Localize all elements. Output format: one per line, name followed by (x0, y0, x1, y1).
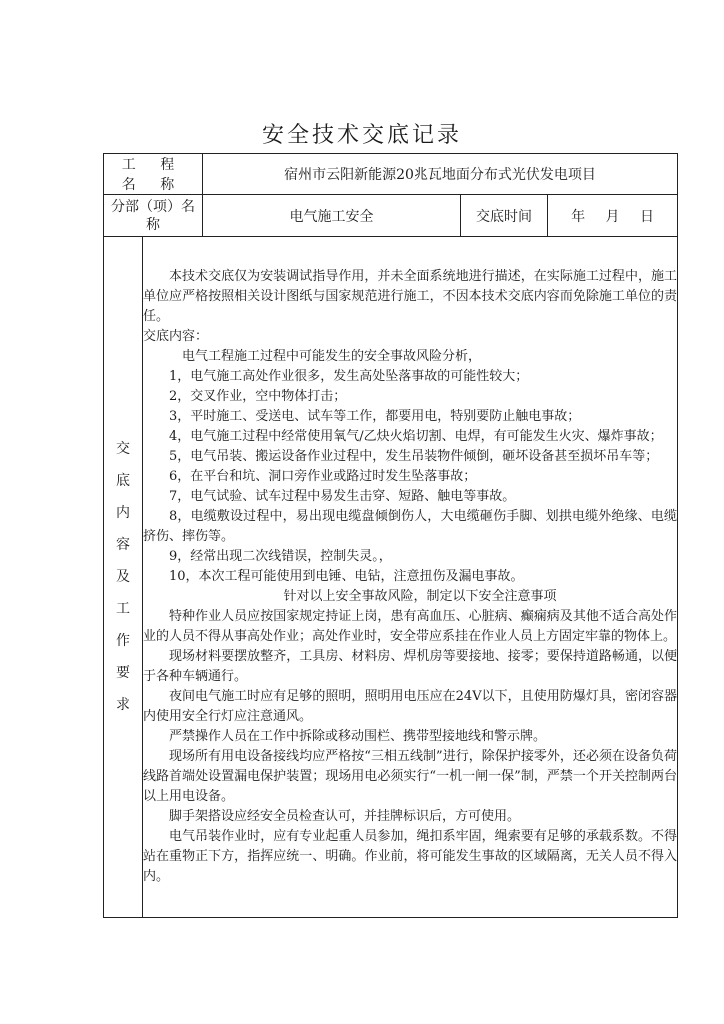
dept-label: 分部（项）名称 (111, 198, 195, 233)
side-label-char: 容 (116, 537, 130, 553)
risk-analysis-heading: 电气工程施工过程中可能发生的安全事故风险分析， (182, 349, 482, 364)
risk-item: 1，电气施工高处作业很多，发生高处坠落事故的可能性较大； (169, 369, 529, 384)
dept-value: 电气施工安全 (203, 195, 461, 237)
project-name-label: 工 程 名 称 (121, 157, 185, 193)
precaution-item: 特种作业人员应按国家规定持证上岗，患有高血压、心脏病、癫痫病及其他不适合高处作业的人员不得从事高处作业；高处作业时，安全带应系挂在作业人员上方固定牢靠的物体上。 (143, 609, 678, 644)
time-value: 年 月 日 (548, 195, 678, 237)
project-name-value: 宿州市云阳新能源20兆瓦地面分布式光伏发电项目 (203, 154, 678, 195)
risk-item: 7，电气试验、试车过程中易发生击穿、短路、触电等事故。 (169, 489, 516, 504)
risk-item: 2，交叉作业，空中物体打击； (169, 389, 347, 404)
content-row (104, 237, 678, 918)
side-label-char: 内 (116, 505, 130, 521)
precaution-item: 脚手架搭设应经安全员检查认可，并挂牌标识后，方可使用。 (169, 809, 521, 824)
dept-row (104, 195, 678, 237)
precaution-item: 夜间电气施工时应有足够的照明，照明用电压应在24V以下，且使用防爆灯具，密闭容器内使用安全行灯应注意通风。 (143, 689, 678, 724)
intro-paragraph: 本技术交底仅为安装调试指导作用，并未全面系统地进行描述，在实际施工过程中，施工单位应严格按照相关设计图纸与国家规范进行施工，不因本技术交底内容而免除施工单位的责任。 (143, 269, 678, 324)
side-label-char: 要 (116, 665, 130, 681)
content-text (143, 267, 677, 887)
side-label-char: 交 (116, 441, 130, 457)
risk-item: 3，平时施工、受送电、试车等工作，都要用电，特别要防止触电事故； (169, 409, 581, 424)
project-name-row (104, 154, 678, 195)
risk-item: 10，本次工程可能使用到电锤、电钻，注意扭伤及漏电事故。 (169, 569, 524, 584)
safety-briefing-table (103, 153, 678, 918)
precaution-item: 现场材料要摆放整齐，工具房、材料房、焊机房等要接地、接零；要保持道路畅通，以便于各种车辆通行。 (143, 649, 678, 684)
dept-label-cell (104, 195, 203, 237)
content-body (143, 237, 678, 918)
risk-item: 6，在平台和坑、洞口旁作业或路过时发生坠落事故； (169, 469, 477, 484)
document-title: 安全技术交底记录 (261, 123, 462, 148)
time-label: 交底时间 (461, 195, 548, 237)
project-name-label-cell (104, 154, 203, 195)
side-label-char: 求 (116, 697, 130, 713)
risk-item: 9，经常出现二次线错误，控制失灵。， (169, 549, 392, 564)
risk-item: 4，电气施工过程中经常使用氧气/乙炔火焰切割、电焊，有可能发生火灾、爆炸事故； (169, 429, 663, 444)
precautions-heading: 针对以上安全事故风险，制定以下安全注意事项 (283, 589, 557, 604)
risk-item: 5，电气吊装、搬运设备作业过程中，发生吊装物件倾倒，砸坏设备甚至损坏吊车等； (169, 449, 659, 464)
content-side-label (104, 237, 143, 918)
side-label-char: 工 (116, 601, 130, 617)
precaution-item: 电气吊装作业时，应有专业起重人员参加，绳扣系牢固，绳索要有足够的承载系数。不得站在重物正下方，指挥应统一、明确。作业前，将可能发生事故的区域隔离，无关人员不得入内。 (143, 829, 678, 884)
precaution-item: 现场所有用电设备接线均应严格按“三相五线制”进行，除保护接零外，还必须在设备负荷线路首端处设置漏电保护装置；现场用电必须实行“一机一闸一保”制，严禁一个开关控制两台以上用电设备。 (143, 749, 678, 804)
side-label-char: 底 (116, 473, 130, 489)
side-label-char: 及 (116, 569, 130, 585)
side-label-char: 作 (116, 633, 130, 649)
content-heading: 交底内容： (143, 329, 209, 344)
precaution-item: 严禁操作人员在工作中拆除或移动围栏、携带型接地线和警示牌。 (169, 729, 547, 744)
risk-item: 8，电缆敷设过程中，易出现电缆盘倾倒伤人，大电缆砸伤手脚、划拱电缆外绝缘、电缆挤伤、摔伤等。 (143, 509, 678, 544)
